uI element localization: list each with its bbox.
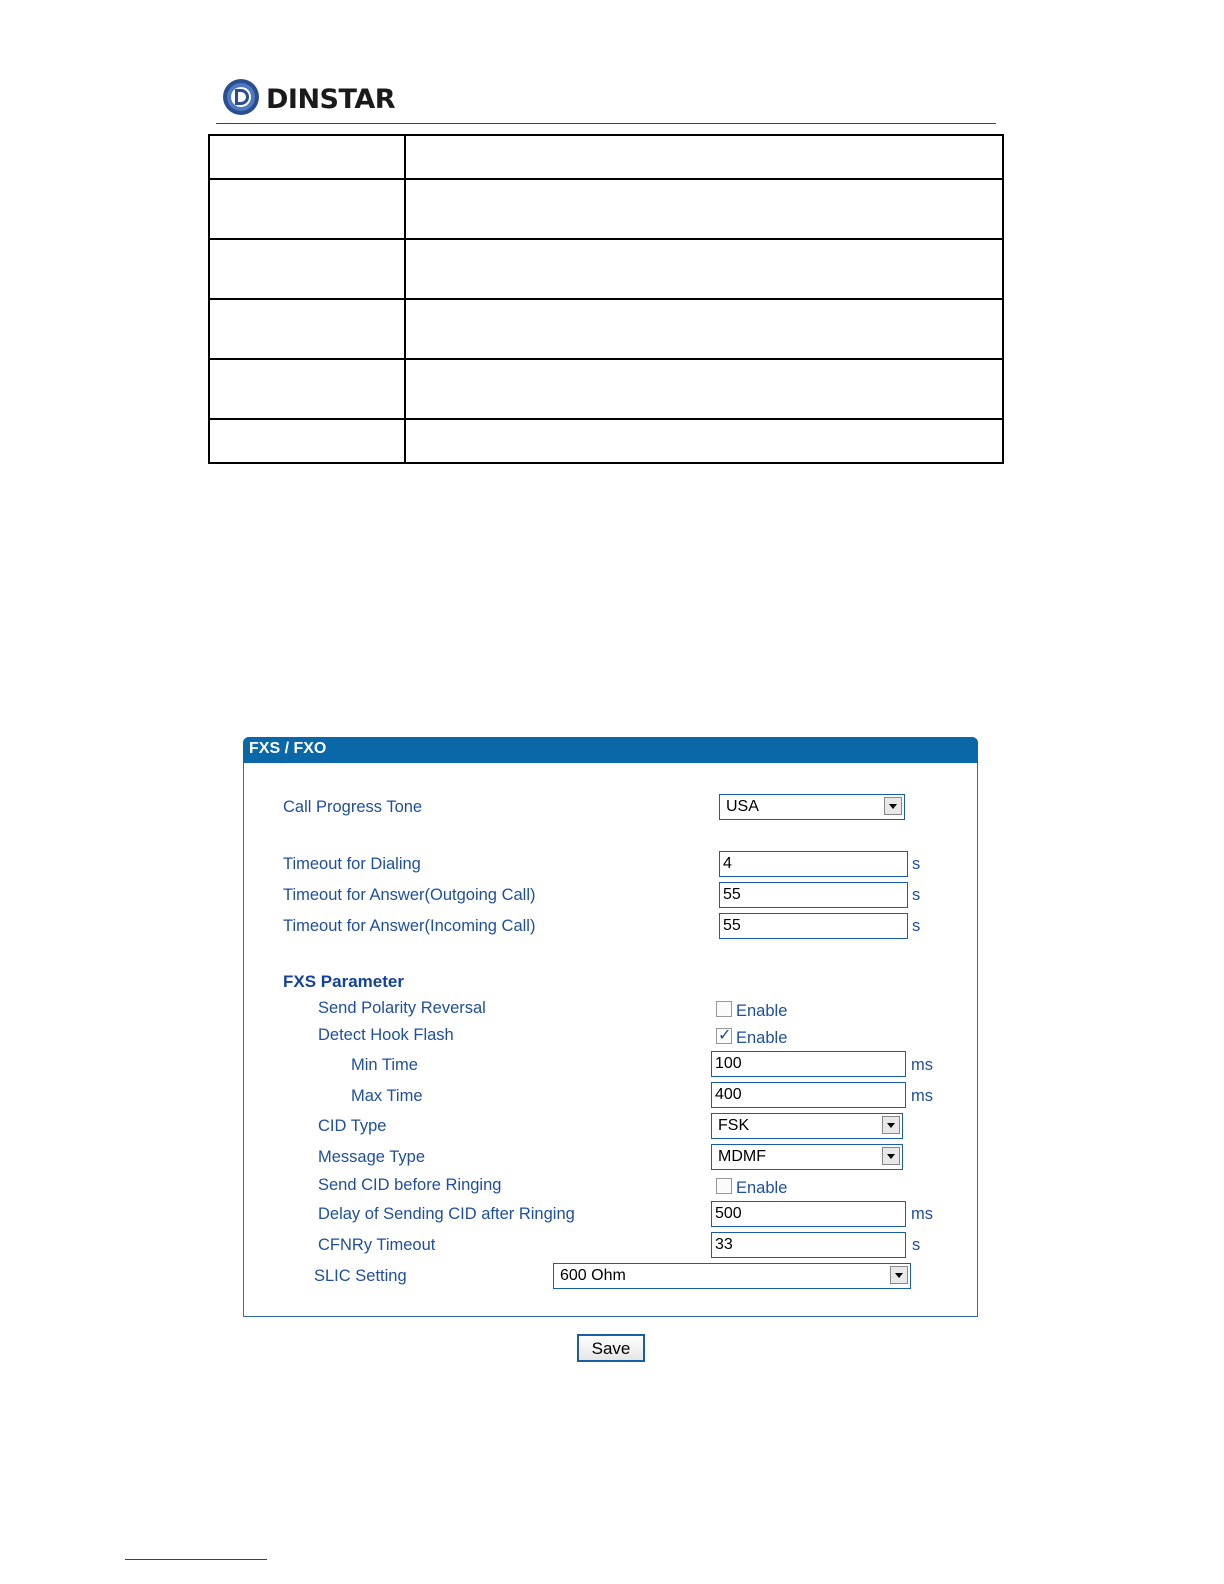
dinstar-logo-icon [222,78,260,116]
timeout-answer-outgoing-label: Timeout for Answer(Outgoing Call) [283,886,536,904]
select-value: MDMF [718,1148,766,1165]
chevron-down-icon[interactable] [884,797,902,815]
cid-type-label: CID Type [318,1117,387,1135]
min-time-unit: ms [911,1056,933,1074]
chevron-down-icon[interactable] [882,1116,900,1134]
message-type-label: Message Type [318,1148,426,1166]
send-polarity-label: Send Polarity Reversal [318,999,486,1017]
table-cell [209,299,405,359]
table-cell [405,359,1003,419]
panel-header [243,737,978,763]
table-cell [405,299,1003,359]
table-row [209,135,1003,179]
panel-title: FXS / FXO [249,740,327,757]
max-time-label: Max Time [351,1087,423,1105]
select-value: 600 Ohm [560,1267,626,1284]
select-value: USA [726,798,759,815]
delay-cid-input[interactable]: 500 [711,1201,906,1227]
send-cid-before-ringing-enable-label: Enable [736,1179,788,1197]
table-row [209,359,1003,419]
send-cid-before-ringing-label: Send CID before Ringing [318,1176,502,1194]
send-polarity-enable-label: Enable [736,1002,788,1020]
table-cell [209,179,405,239]
header-logo [222,78,402,120]
cid-type-select[interactable] [711,1113,903,1139]
timeout-answer-outgoing-input[interactable]: 55 [719,882,908,908]
timeout-dialing-input[interactable]: 4 [719,851,908,877]
fxs-fxo-panel [243,737,978,1317]
call-progress-tone-select[interactable] [719,794,905,820]
min-time-input[interactable]: 100 [711,1051,906,1077]
max-time-input[interactable]: 400 [711,1082,906,1108]
timeout-dialing-label: Timeout for Dialing [283,855,421,873]
min-time-label: Min Time [351,1056,418,1074]
table-row [209,179,1003,239]
call-progress-tone-label: Call Progress Tone [283,798,423,816]
detect-hook-flash-label: Detect Hook Flash [318,1026,454,1044]
detect-hook-flash-enable-label: Enable [736,1029,788,1047]
footer-link-underline [125,1559,267,1560]
delay-cid-label: Delay of Sending CID after Ringing [318,1205,575,1223]
slic-setting-select[interactable] [553,1263,911,1289]
table-cell [209,239,405,299]
select-value: FSK [718,1117,750,1134]
table-row [209,239,1003,299]
message-type-select[interactable] [711,1144,903,1170]
table-row [209,419,1003,463]
table-row [209,299,1003,359]
detect-hook-flash-checkbox[interactable] [716,1028,732,1044]
timeout-answer-incoming-input[interactable]: 55 [719,913,908,939]
document-table [208,134,1004,464]
fxs-parameter-heading: FXS Parameter [283,972,404,991]
send-polarity-checkbox[interactable] [716,1001,732,1017]
table-cell [405,135,1003,179]
cfnry-timeout-input[interactable]: 33 [711,1232,906,1258]
save-button[interactable]: Save [577,1334,645,1362]
table-cell [405,419,1003,463]
brand-name: DINSTAR [266,84,396,115]
table-cell [405,179,1003,239]
max-time-unit: ms [911,1087,933,1105]
header-divider [216,123,996,124]
timeout-answer-outgoing-unit: s [912,886,921,904]
cfnry-timeout-unit: s [912,1236,921,1254]
slic-setting-label: SLIC Setting [314,1267,407,1285]
timeout-answer-incoming-label: Timeout for Answer(Incoming Call) [283,917,536,935]
chevron-down-icon[interactable] [882,1147,900,1165]
timeout-dialing-unit: s [912,855,921,873]
table-cell [209,135,405,179]
table-cell [209,419,405,463]
send-cid-before-ringing-checkbox[interactable] [716,1178,732,1194]
chevron-down-icon[interactable] [890,1266,908,1284]
timeout-answer-incoming-unit: s [912,917,921,935]
table-cell [405,239,1003,299]
delay-cid-unit: ms [911,1205,933,1223]
cfnry-timeout-label: CFNRy Timeout [318,1236,436,1254]
table-cell [209,359,405,419]
